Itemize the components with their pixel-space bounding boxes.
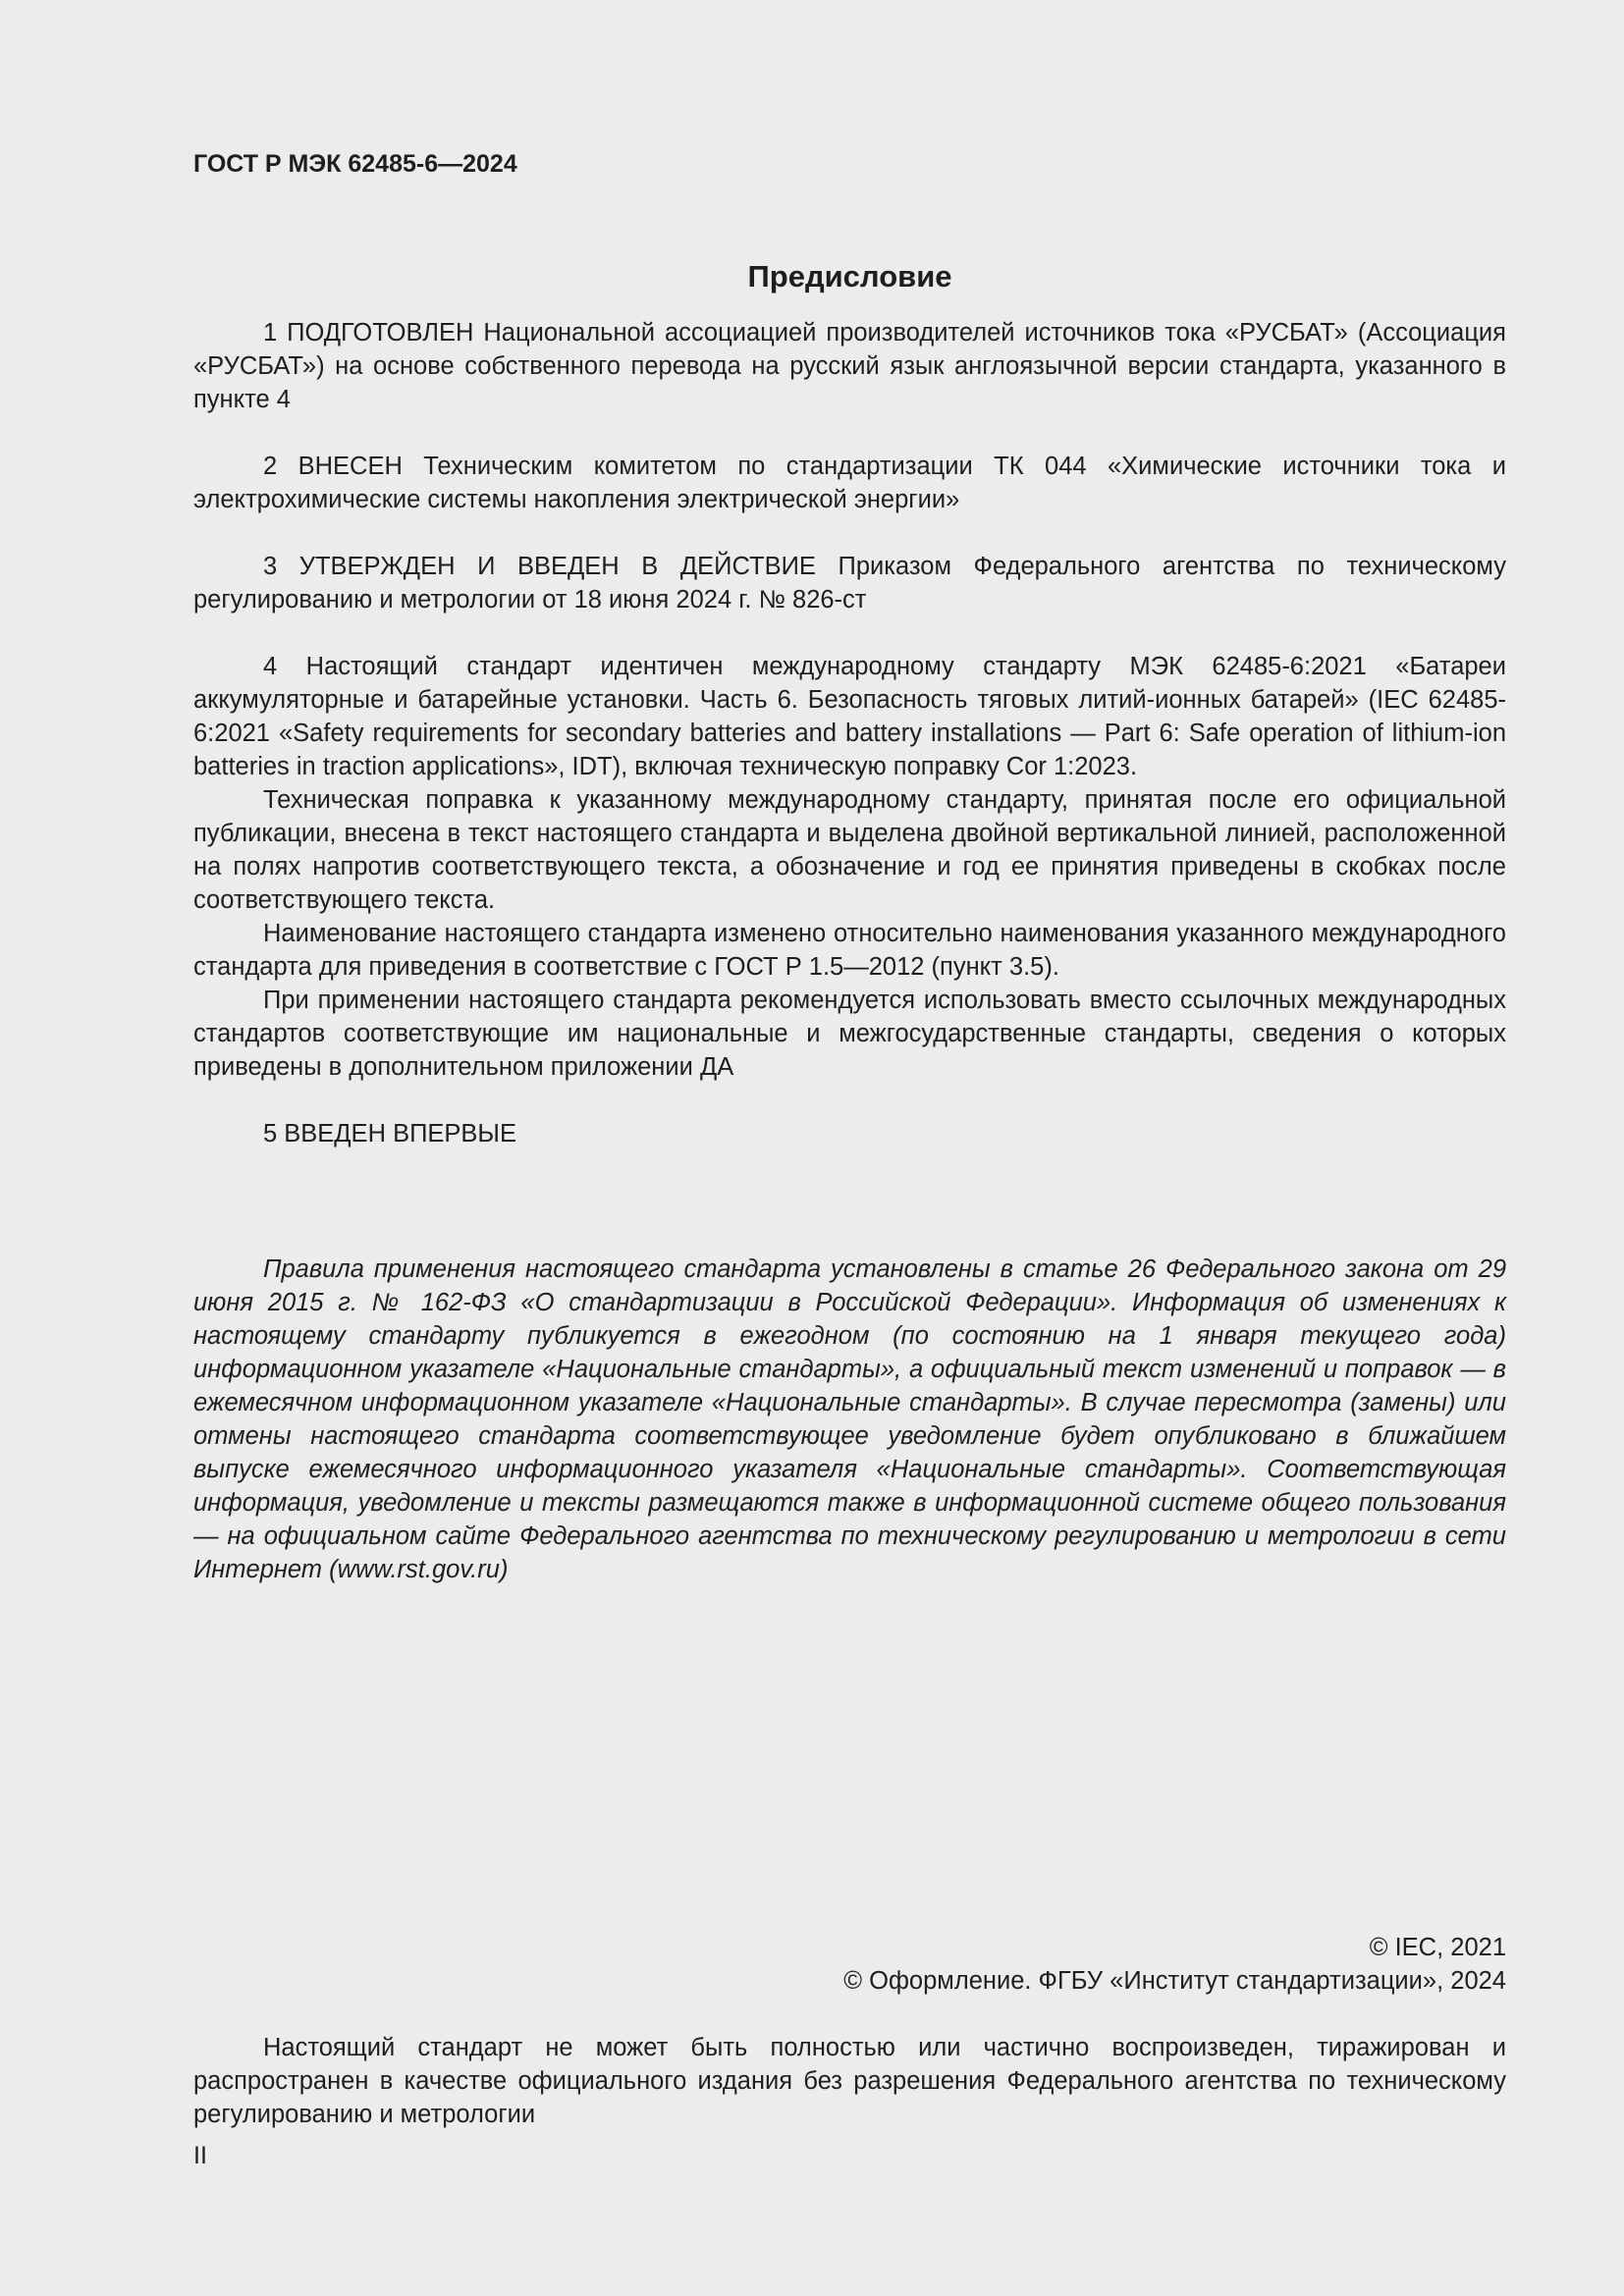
copyright-block [193,1931,1506,1998]
item-5: 5 ВВЕДЕН ВПЕРВЫЕ [263,1120,517,1148]
copyright-institute: © Оформление. ФГБУ «Институт стандартизации», 2024 [843,1967,1506,1995]
reproduction-notice: Настоящий стандарт не может быть полностью или частично воспроизведен, тиражирован и распространен в качестве официального издания без разрешения Федерального агентства по техническому регулированию и метрологии [193,2034,1506,2128]
page-number: II [193,2142,207,2169]
page-title: Предисловие [747,259,952,294]
document-page [193,147,1506,2172]
rules-note: Правила применения настоящего стандарта установлены в статье 26 Федерального закона от 29 июня 2015 г. № 162-ФЗ «О стандартизации в Российской Федерации». Информация об изменениях к настоящему стандарту публикуется в ежегодном (по состоянию на 1 января текущего года) информационном указателе «Национальные стандарты», а официальный текст изменений и поправок — в ежемесячном информационном указателе «Национальные стандарты». В случае пересмотра (замены) или отмены настоящего стандарта соответствующее уведомление будет опубликовано в ближайшем выпуске ежемесячного информационного указателя «Национальные стандарты». Соответствующая информация, уведомление и тексты размещаются также в информационной системе общего пользования — на официальном сайте Федерального агентства по техническому регулированию и метрологии в сети Интернет (www.rst.gov.ru) [193,1255,1506,1583]
item-3: 3 УТВЕРЖДЕН И ВВЕДЕН В ДЕЙСТВИЕ Приказом Федерального агентства по техническому регулированию и метрологии от 18 июня 2024 г. № 826-ст [193,553,1506,614]
doc-code: ГОСТ Р МЭК 62485-6—2024 [193,150,517,178]
item-4-subpara-2: Наименование настоящего стандарта изменено относительно наименования указанного международного стандарта для приведения в соответствие с ГОСТ Р 1.5—2012 (пункт 3.5). [193,920,1506,981]
item-4-subpara-3: При применении настоящего стандарта рекомендуется использовать вместо ссылочных международных стандартов соответствующие им национальные и межгосударственные стандарты, сведения о которых приведены в дополнительном приложении ДА [193,987,1506,1081]
item-4-subpara-1: Техническая поправка к указанному международному стандарту, принятая после его официальной публикации, внесена в текст настоящего стандарта и выделена двойной вертикальной линией, расположенной на полях напротив соответствующего текста, а обозначение и год ее принятия приведены в скобках после соответствующего текста. [193,786,1506,914]
copyright-iec: © IEC, 2021 [1369,1934,1506,1961]
item-2: 2 ВНЕСЕН Техническим комитетом по стандартизации ТК 044 «Химические источники тока и электрохимические системы накопления электрической энергии» [193,453,1506,513]
item-4: 4 Настоящий стандарт идентичен международному стандарту МЭК 62485-6:2021 «Батареи аккумуляторные и батарейные установки. Часть 6. Безопасность тяговых литий-ионных батарей» (IEC 62485-6:2021 «Safety requirements for secondary batteries and battery installations — Part 6: Safe operation of lithium-ion batteries in traction applications», IDT), включая техническую поправку Cor 1:2023. [193,653,1506,780]
item-1: 1 ПОДГОТОВЛЕН Национальной ассоциацией производителей источников тока «РУСБАТ» (Ассоциация «РУСБАТ») на основе собственного перевода на русский язык англоязычной версии стандарта, указанного в пункте 4 [193,319,1506,413]
